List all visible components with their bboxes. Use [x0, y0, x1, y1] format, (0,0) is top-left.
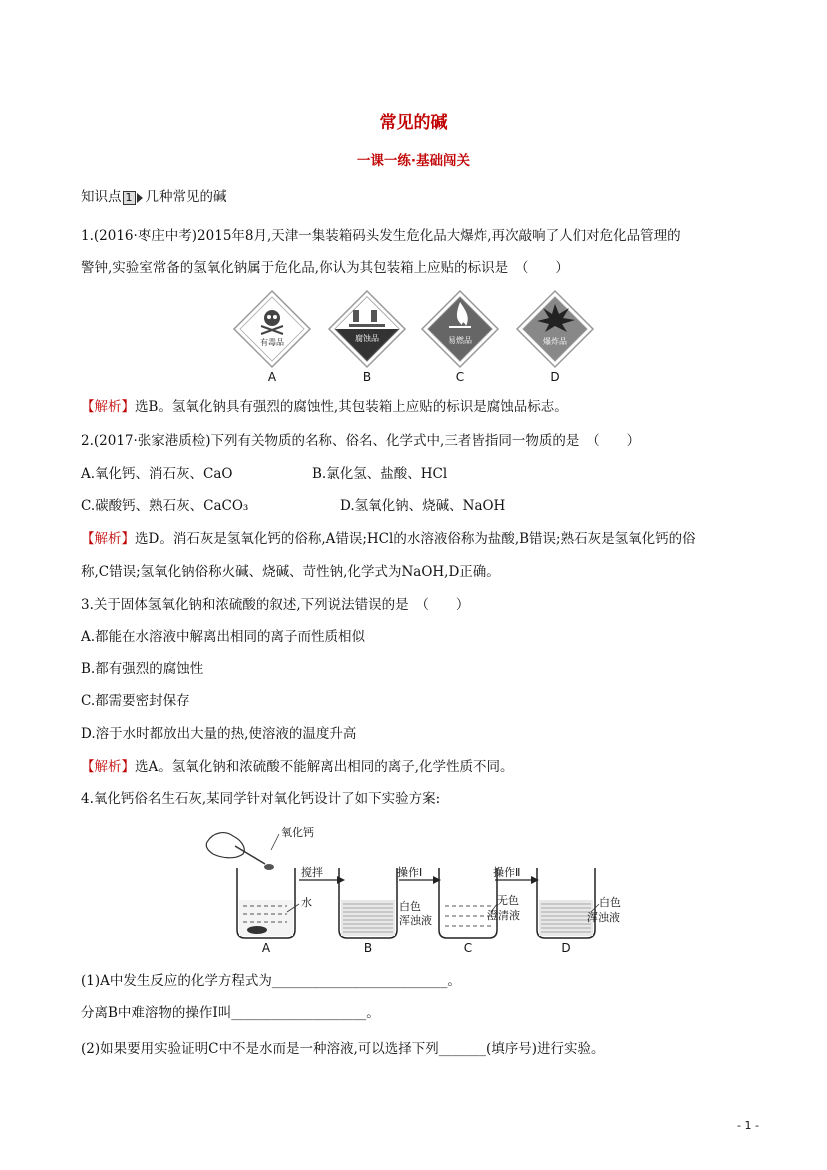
section-prefix: 知识点 — [81, 189, 122, 205]
experiment-diagram — [195, 820, 645, 955]
triangle-icon — [137, 193, 143, 203]
answer-tag: 【解析】 — [81, 399, 135, 415]
c-label-2: 澄清液 — [487, 909, 520, 922]
q1-stem-line1: 1.(2016·枣庄中考)2015年8月,天津一集装箱码头发生危化品大爆炸,再次敲响了人们对危化品管理的 — [81, 228, 681, 244]
sign-label-b: 腐蚀品 — [355, 334, 379, 343]
q2-option-a: A.氧化钙、消石灰、CaO — [81, 466, 233, 482]
answer-tag: 【解析】 — [81, 759, 135, 775]
q2-option-c: C.碳酸钙、熟石灰、CaCO₃ — [81, 498, 249, 514]
b-label-2: 浑浊液 — [399, 914, 432, 927]
q3-answer — [81, 758, 514, 776]
q2-option-b: B.氯化氢、盐酸、HCl — [312, 466, 448, 482]
beaker-c — [439, 868, 497, 938]
q2-option-d: D.氢氧化钠、烧碱、NaOH — [340, 498, 506, 514]
corrosive-sign-icon — [329, 291, 405, 367]
answer-text: 选B。氢氧化钠具有强烈的腐蚀性,其包装箱上应贴的标识是腐蚀品标志。 — [135, 399, 568, 415]
c-label-1: 无色 — [497, 894, 519, 907]
page-number: - 1 - — [737, 1119, 759, 1132]
b-label-1: 白色 — [399, 900, 421, 913]
step2-label: 操作Ⅰ — [397, 866, 423, 879]
page-title: 常见的碱 — [379, 113, 448, 133]
q3-option-c: C.都需要密封保存 — [81, 693, 190, 709]
hazard-signs-figure — [225, 288, 605, 388]
sign-label-a: 有毒品 — [260, 338, 284, 347]
d-label-2: 浑浊液 — [587, 911, 620, 924]
answer-text: 选A。氢氧化钠和浓硫酸不能解离出相同的离子,化学性质不同。 — [135, 759, 514, 775]
q2-stem: 2.(2017·张家港质检)下列有关物质的名称、俗名、化学式中,三者皆指同一物质的是 （ ） — [81, 433, 641, 449]
sign-letter-b: B — [362, 370, 372, 384]
beaker-d — [537, 868, 595, 938]
sign-letter-a: A — [267, 370, 277, 384]
beaker-letter-c: C — [463, 941, 473, 955]
section-name: 几种常见的碱 — [145, 189, 227, 205]
q4-sub1b: 分离B中难溶物的操作Ⅰ叫____________________。 — [81, 1005, 380, 1021]
beaker-a — [237, 868, 295, 938]
section-heading — [81, 188, 227, 206]
q4-sub1: (1)A中发生反应的化学方程式为__________________________。 — [81, 973, 461, 989]
q1-stem-line2: 警钟,实验室常备的氢氧化钠属于危化品,你认为其包装箱上应贴的标识是 （ ） — [81, 260, 569, 276]
d-label-1: 白色 — [599, 896, 621, 909]
section-number-badge: 1 — [123, 191, 136, 205]
page-subtitle: 一课一练·基础闯关 — [356, 153, 471, 169]
explosive-sign-icon — [517, 291, 593, 367]
q2-answer-line1 — [81, 530, 696, 548]
sign-letter-d: D — [550, 370, 560, 384]
q3-option-a: A.都能在水溶液中解离出相同的离子而性质相似 — [81, 629, 366, 645]
q3-option-b: B.都有强烈的腐蚀性 — [81, 661, 204, 677]
sign-letter-c: C — [455, 370, 465, 384]
q4-stem: 4.氧化钙俗名生石灰,某同学针对氧化钙设计了如下实验方案: — [81, 791, 441, 807]
step1-label: 搅拌 — [301, 866, 323, 879]
q4-sub2: (2)如果要用实验证明C中不是水而是一种溶液,可以选择下列_______(填序号)进行实验。 — [81, 1041, 605, 1057]
sign-label-d: 爆炸品 — [543, 337, 567, 346]
toxic-sign-icon — [234, 291, 310, 367]
beaker-letter-a: A — [261, 941, 271, 955]
hand-spoon-icon — [206, 833, 274, 870]
q3-stem: 3.关于固体氢氧化钠和浓硫酸的叙述,下列说法错误的是 （ ） — [81, 597, 470, 613]
beaker-letter-b: B — [363, 941, 373, 955]
q3-option-d: D.溶于水时都放出大量的热,使溶液的温度升高 — [81, 726, 357, 742]
q2-answer-line2: 称,C错误;氢氧化钠俗称火碱、烧碱、苛性钠,化学式为NaOH,D正确。 — [81, 564, 500, 580]
answer-tag: 【解析】 — [81, 531, 135, 547]
beaker-b — [339, 868, 397, 938]
q1-answer — [81, 398, 568, 416]
step3-label: 操作Ⅱ — [493, 866, 521, 879]
water-label: 水 — [301, 896, 312, 909]
reagent-label: 氧化钙 — [281, 826, 314, 839]
flammable-sign-icon — [422, 291, 498, 367]
beaker-letter-d: D — [561, 941, 571, 955]
answer-text: 选D。消石灰是氢氧化钙的俗称,A错误;HCl的水溶液俗称为盐酸,B错误;熟石灰是氢氧化钙的俗 — [135, 531, 696, 547]
sign-label-c: 易燃品 — [448, 336, 472, 345]
